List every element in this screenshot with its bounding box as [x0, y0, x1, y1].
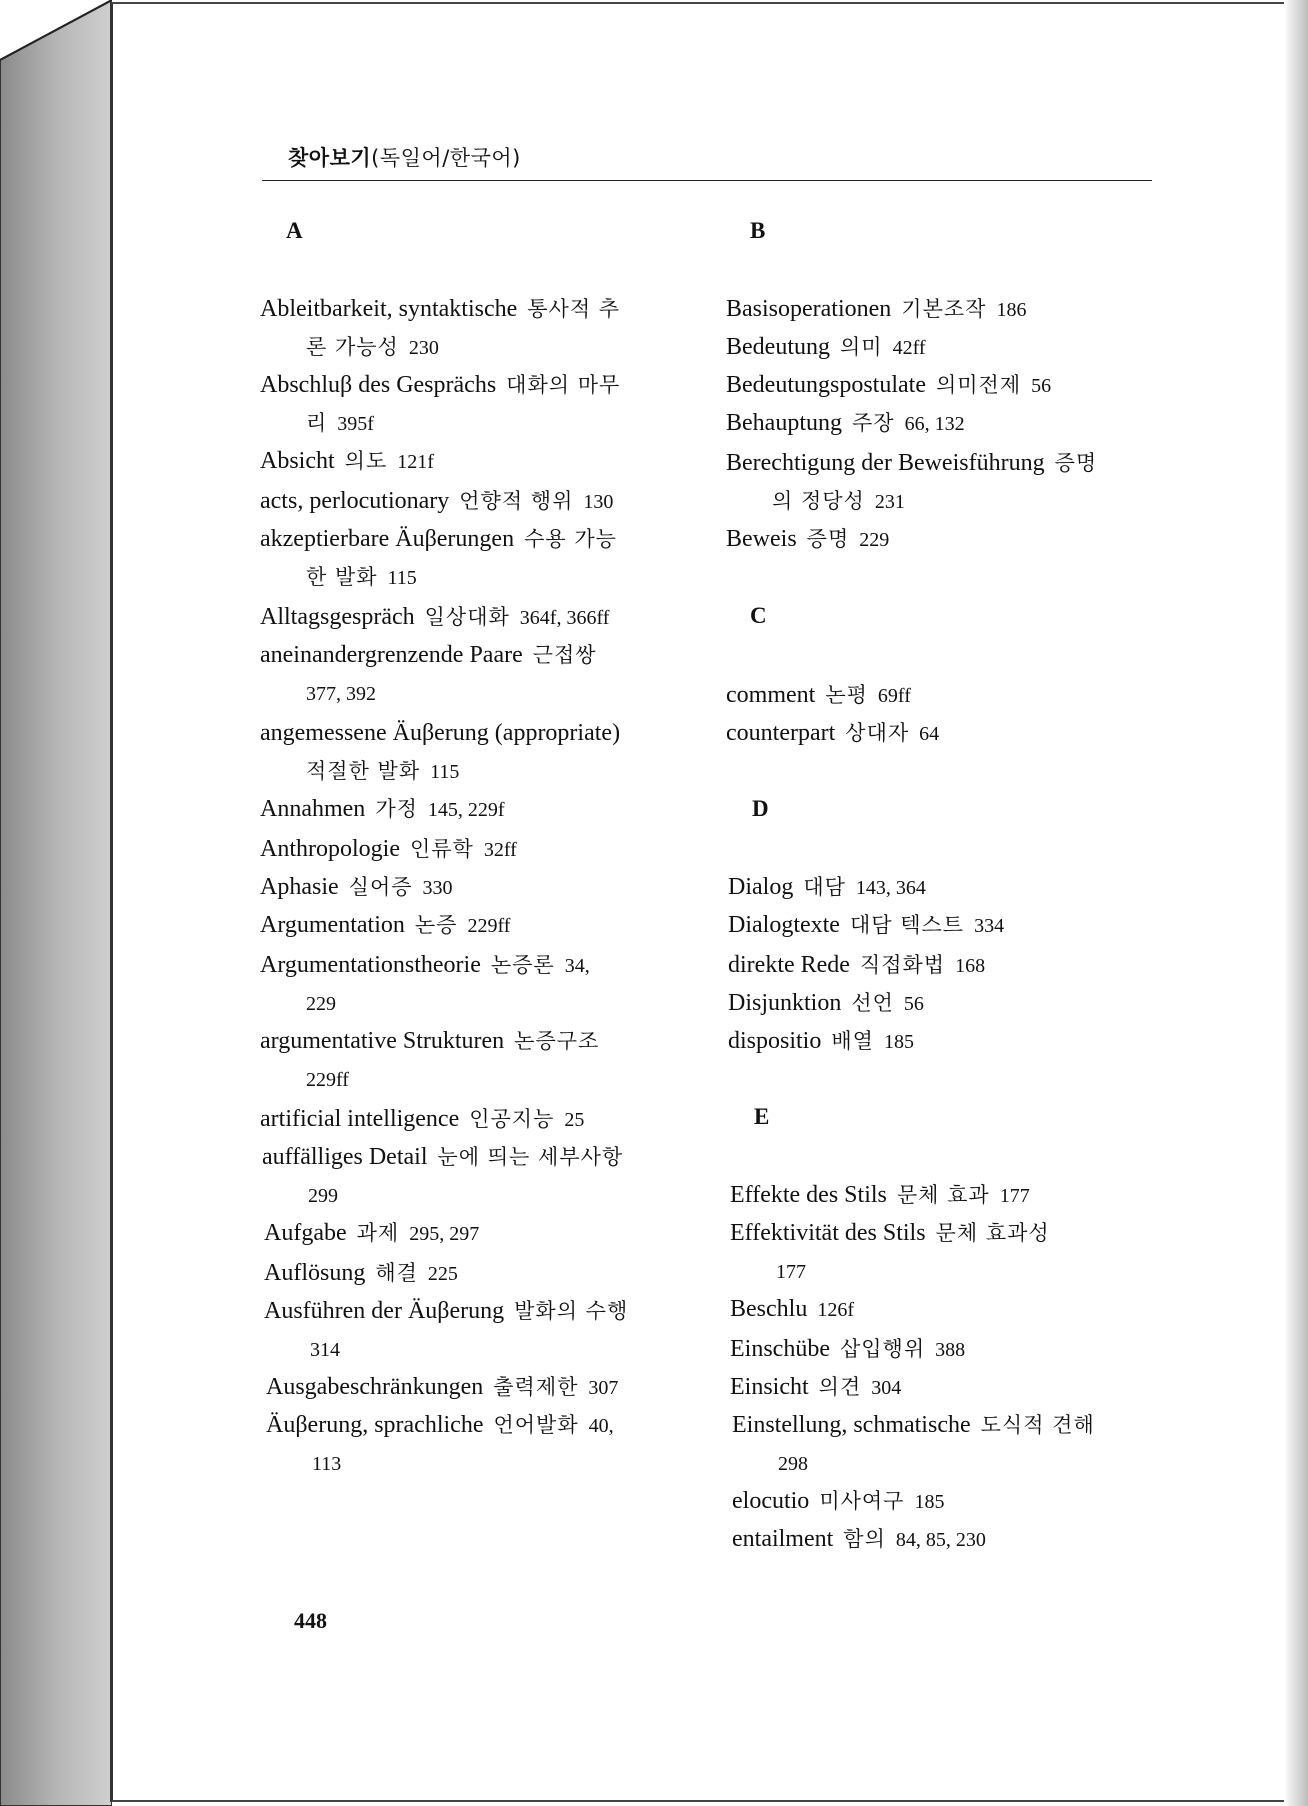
entry-pages: 130	[583, 491, 614, 513]
entry-pages: 56	[903, 993, 924, 1015]
entry-term: Bedeutung	[726, 334, 830, 360]
entry-term: Argumentation	[260, 912, 405, 938]
entry-translation: 주장	[851, 411, 895, 435]
entry-continuation	[306, 752, 459, 791]
entry-term: Basisoperationen	[726, 296, 892, 322]
section-letter-e: E	[754, 1104, 770, 1129]
entry-translation: 일상대화	[424, 605, 510, 629]
entry-term: acts, perlocutionary	[260, 488, 450, 514]
entry-pages: 229	[859, 529, 890, 551]
entry-translation: 논증	[414, 913, 458, 937]
index-entry	[728, 868, 926, 907]
entry-term: Berechtigung der Beweisführung	[726, 450, 1045, 476]
index-entry	[726, 676, 911, 715]
entry-translation: 한 발화	[306, 565, 378, 589]
entry-pages: 229ff	[306, 1069, 349, 1091]
entry-pages: 307	[588, 1377, 619, 1399]
entry-term: Äuβerung, sprachliche	[266, 1412, 484, 1438]
entry-translation: 증명	[806, 527, 850, 551]
entry-term: artificial intelligence	[260, 1106, 460, 1132]
index-entry	[730, 1176, 1030, 1215]
index-entry	[260, 868, 453, 907]
index-entry	[732, 1482, 944, 1521]
entry-term: Dialog	[728, 874, 794, 900]
entry-pages: 231	[874, 491, 905, 513]
entry-translation: 직접화법	[859, 953, 946, 977]
entry-translation: 통사적 추	[527, 297, 621, 321]
index-entry	[266, 1368, 618, 1407]
entry-term: Einsicht	[730, 1374, 809, 1400]
entry-term: Abschluβ des Gesprächs	[260, 372, 497, 398]
index-subtitle: (독일어/한국어)	[371, 146, 521, 170]
entry-continuation	[312, 1444, 341, 1483]
entry-pages: 56	[1031, 375, 1052, 397]
index-entry	[260, 1100, 584, 1139]
entry-pages: 66, 132	[904, 413, 965, 435]
entry-translation: 수용 가능	[524, 527, 617, 551]
entry-pages: 330	[422, 877, 453, 899]
entry-term: comment	[726, 682, 816, 708]
entry-continuation	[306, 1060, 349, 1099]
index-entry	[728, 906, 1004, 945]
entry-translation: 의미	[839, 335, 883, 359]
entry-pages: 177	[776, 1261, 806, 1283]
index-entry	[260, 906, 510, 945]
entry-term: Anthropologie	[260, 836, 400, 862]
entry-term: dispositio	[728, 1028, 822, 1054]
entry-translation: 언어발화	[493, 1413, 579, 1437]
entry-term: counterpart	[726, 720, 836, 746]
entry-translation: 적절한 발화	[306, 759, 421, 783]
entry-translation: 리	[306, 411, 328, 435]
entry-translation: 논평	[825, 683, 868, 707]
entry-pages: 186	[996, 299, 1027, 321]
index-entry	[260, 290, 620, 328]
entry-term: Beweis	[726, 526, 797, 552]
index-entry	[730, 1330, 965, 1369]
index-entry	[732, 1406, 1095, 1444]
entry-translation: 기본조작	[901, 297, 987, 321]
entry-continuation	[772, 482, 905, 521]
entry-pages: 298	[778, 1453, 808, 1475]
index-entry	[732, 1520, 986, 1559]
entry-translation: 논증론	[490, 953, 555, 977]
index-title: 찾아보기	[288, 146, 372, 170]
entry-pages: 334	[974, 915, 1005, 937]
entry-translation: 근접쌍	[532, 643, 597, 667]
entry-pages: 25	[564, 1109, 585, 1131]
entry-translation: 대담 텍스트	[849, 913, 965, 937]
entry-translation: 상대자	[845, 721, 910, 745]
index-entry	[728, 984, 924, 1023]
entry-pages: 388	[935, 1339, 966, 1361]
entry-translation: 문체 효과	[896, 1183, 990, 1207]
index-entry	[728, 1022, 914, 1061]
index-entry	[726, 520, 889, 559]
entry-continuation	[306, 674, 376, 713]
header-rule	[262, 180, 1152, 181]
entry-term: Effektivität des Stils	[730, 1220, 926, 1246]
index-entry	[262, 1138, 623, 1176]
entry-term: Alltagsgespräch	[260, 604, 415, 630]
entry-pages: 185	[883, 1031, 914, 1053]
index-entry	[730, 1214, 1050, 1252]
entry-continuation	[306, 984, 336, 1023]
index-entry	[260, 366, 620, 404]
entry-term: Argumentationstheorie	[260, 952, 481, 978]
entry-translation: 가정	[375, 797, 418, 821]
entry-term: Effekte des Stils	[730, 1182, 887, 1208]
section-letter-b: B	[750, 218, 766, 243]
section-letter-c: C	[750, 603, 767, 628]
entry-term: Auflösung	[264, 1260, 366, 1286]
entry-term: angemessene Äuβerung (appropriate)	[260, 720, 621, 746]
entry-pages: 113	[312, 1453, 342, 1475]
entry-translation: 인공지능	[469, 1107, 555, 1131]
entry-translation: 의견	[818, 1375, 862, 1399]
entry-pages: 64	[919, 723, 940, 745]
entry-translation: 의도	[344, 449, 388, 473]
index-entry	[260, 442, 434, 481]
entry-pages: 364f, 366ff	[519, 607, 610, 629]
entry-term: Bedeutungspostulate	[726, 372, 926, 398]
index-entry	[260, 714, 620, 752]
book-spine	[0, 0, 112, 1806]
entry-translation: 인류학	[409, 837, 474, 861]
entry-term: Absicht	[260, 448, 335, 474]
index-entry	[260, 482, 613, 521]
entry-continuation	[306, 404, 374, 443]
entry-term: Aphasie	[260, 874, 339, 900]
entry-term: Ausgabeschränkungen	[266, 1374, 484, 1400]
entry-translation: 실어증	[348, 875, 413, 899]
entry-translation: 언향적 행위	[459, 489, 574, 513]
entry-term: Behauptung	[726, 410, 842, 436]
entry-translation: 증명	[1054, 451, 1098, 475]
entry-pages: 177	[999, 1185, 1030, 1207]
entry-translation: 의 정당성	[772, 489, 865, 513]
entry-term: Ableitbarkeit, syntaktische	[260, 296, 518, 322]
index-entry	[726, 290, 1026, 329]
entry-pages: 32ff	[483, 839, 517, 861]
entry-continuation	[310, 1330, 340, 1369]
entry-translation: 배열	[831, 1029, 874, 1053]
entry-pages: 126f	[817, 1299, 854, 1321]
section-letter-a: A	[286, 218, 303, 243]
entry-term: Einstellung, schmatische	[732, 1412, 971, 1438]
entry-pages: 225	[427, 1263, 458, 1285]
entry-translation: 해결	[375, 1261, 418, 1285]
entry-continuation	[778, 1444, 808, 1483]
entry-term: elocutio	[732, 1488, 810, 1514]
entry-term: akzeptierbare Äuβerungen	[260, 526, 515, 552]
entry-continuation	[306, 328, 439, 367]
entry-pages: 115	[430, 761, 460, 783]
entry-translation: 대화의 마무	[506, 373, 621, 397]
entry-translation: 삽입행위	[839, 1337, 926, 1361]
entry-pages: 145, 229f	[427, 799, 505, 821]
entry-pages: 40,	[588, 1415, 614, 1437]
index-entry	[730, 1368, 901, 1407]
page-edge-shadow	[1284, 0, 1308, 1806]
entry-term: entailment	[732, 1526, 834, 1552]
entry-translation: 선언	[851, 991, 894, 1015]
index-entry	[726, 404, 965, 443]
index-entry	[260, 830, 517, 869]
index-entry	[726, 366, 1051, 405]
entry-term: Annahmen	[260, 796, 366, 822]
entry-pages: 121f	[397, 451, 434, 473]
entry-translation: 미사여구	[819, 1489, 905, 1513]
entry-translation: 의미전제	[935, 373, 1022, 397]
entry-pages: 295, 297	[409, 1223, 480, 1245]
index-entry	[260, 790, 505, 829]
entry-pages: 304	[871, 1377, 902, 1399]
entry-term: Aufgabe	[264, 1220, 347, 1246]
index-entry	[264, 1292, 628, 1330]
entry-translation: 함의	[843, 1527, 886, 1551]
page-number: 448	[294, 1608, 327, 1633]
entry-pages: 34,	[564, 955, 590, 977]
index-entry	[260, 520, 617, 558]
entry-translation: 론 가능성	[306, 335, 399, 359]
entry-term: Beschlu	[730, 1296, 808, 1322]
index-entry	[264, 1254, 458, 1293]
index-entry	[726, 328, 926, 367]
index-entry	[730, 1290, 854, 1329]
index-entry	[266, 1406, 614, 1445]
entry-pages: 185	[914, 1491, 945, 1513]
entry-term: Dialogtexte	[728, 912, 840, 938]
entry-translation: 발화의 수행	[514, 1299, 629, 1323]
page-title	[288, 142, 521, 172]
index-entry	[728, 946, 985, 985]
entry-term: Ausführen der Äuβerung	[264, 1298, 505, 1324]
entry-translation: 눈에 띄는 세부사항	[437, 1145, 624, 1169]
entry-translation: 과제	[356, 1221, 400, 1245]
entry-translation: 문체 효과성	[935, 1221, 1050, 1245]
index-entry	[260, 1022, 599, 1060]
entry-pages: 229	[306, 993, 336, 1015]
entry-term: direkte Rede	[728, 952, 850, 978]
entry-term: auffälliges Detail	[262, 1144, 428, 1170]
index-entry	[260, 636, 597, 674]
entry-pages: 314	[310, 1339, 340, 1361]
index-entry	[260, 946, 590, 985]
entry-translation: 출력제한	[493, 1375, 579, 1399]
entry-continuation	[308, 1176, 338, 1215]
entry-translation: 대담	[803, 875, 846, 899]
entry-pages: 377, 392	[306, 683, 376, 705]
entry-pages: 229ff	[467, 915, 511, 937]
index-entry	[260, 598, 609, 637]
entry-continuation	[306, 558, 417, 597]
entry-pages: 42ff	[892, 337, 926, 359]
entry-pages: 395f	[337, 413, 374, 435]
entry-continuation	[776, 1252, 806, 1291]
entry-pages: 143, 364	[855, 877, 926, 899]
entry-term: argumentative Strukturen	[260, 1028, 505, 1054]
entry-pages: 84, 85, 230	[895, 1529, 986, 1551]
entry-pages: 230	[408, 337, 439, 359]
section-letter-d: D	[752, 796, 769, 821]
index-entry	[726, 444, 1097, 482]
entry-term: Einschübe	[730, 1336, 830, 1362]
entry-term: Disjunktion	[728, 990, 842, 1016]
entry-translation: 논증구조	[514, 1029, 600, 1053]
index-entry	[264, 1214, 479, 1253]
entry-term: aneinandergrenzende Paare	[260, 642, 523, 668]
entry-pages: 168	[955, 955, 986, 977]
entry-translation: 도식적 견해	[980, 1413, 1095, 1437]
entry-pages: 69ff	[877, 685, 911, 707]
index-entry	[726, 714, 939, 753]
entry-pages: 299	[308, 1185, 338, 1207]
entry-pages: 115	[387, 567, 417, 589]
